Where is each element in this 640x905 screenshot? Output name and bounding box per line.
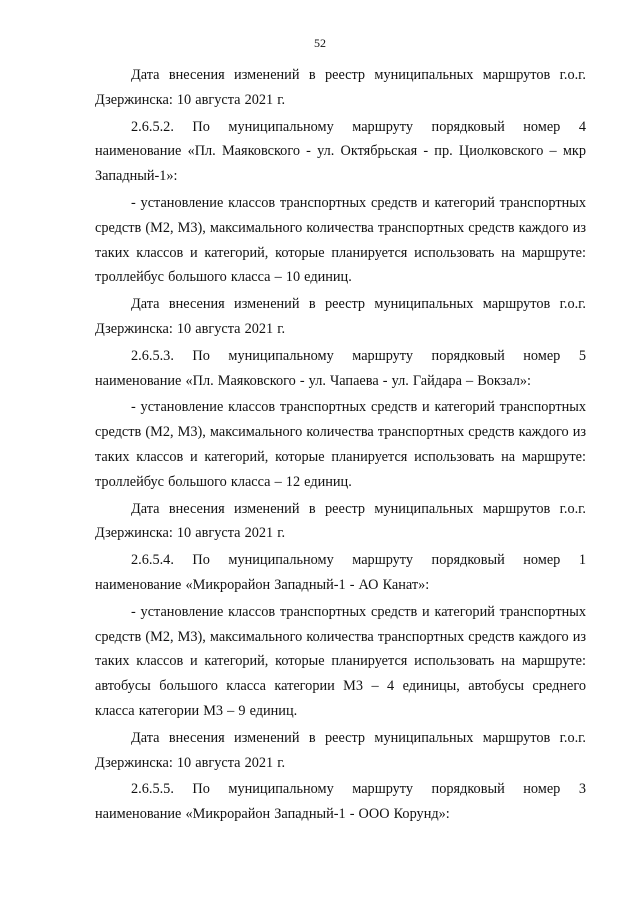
document-body xyxy=(95,63,586,829)
paragraph-registry-date: Дата внесения изменений в реестр муниципальных маршрутов г.о.г. Дзержинска: 10 августа 2021 г. xyxy=(95,296,586,337)
paragraph-route-1-vehicles: - установление классов транспортных средств и категорий транспортных средств (М2, М3), максимального количества транспортных средств каждого из таких классов и категорий, которые планируется использовать на маршруте: автобусы большого класса категории М3 – 4 единицы, автобусы среднего класса категории М3 – 9 единиц. xyxy=(95,603,586,719)
paragraph-route-4-vehicles: - установление классов транспортных средств и категорий транспортных средств (М2, М3), максимального количества транспортных средств каждого из таких классов и категорий, которые планируется использовать на маршруте: троллейбус большого класса – 10 единиц. xyxy=(95,194,586,286)
paragraph-registry-date: Дата внесения изменений в реестр муниципальных маршрутов г.о.г. Дзержинска: 10 августа 2021 г. xyxy=(95,500,586,542)
paragraph-route-5-vehicles: - установление классов транспортных средств и категорий транспортных средств (М2, М3), максимального количества транспортных средств каждого из таких классов и категорий, которые планируется использовать на маршруте: троллейбус большого класса – 12 единиц. xyxy=(95,399,586,490)
paragraph-registry-date: Дата внесения изменений в реестр муниципальных маршрутов г.о.г. Дзержинска: 10 августа 2021 г. xyxy=(95,67,586,108)
paragraph-route-3: 2.6.5.5. По муниципальному маршруту порядковый номер 3 наименование «Микрорайон Западный-1 - ООО Корунд»: xyxy=(95,781,586,823)
paragraph-route-4: 2.6.5.2. По муниципальному маршруту порядковый номер 4 наименование «Пл. Маяковского - ул. Октябрьская - пр. Циолковского – мкр Западный-1»: xyxy=(95,118,586,185)
paragraph-route-1: 2.6.5.4. По муниципальному маршруту порядковый номер 1 наименование «Микрорайон Западный-1 - АО Канат»: xyxy=(95,552,586,593)
page-number: 52 xyxy=(314,36,326,50)
paragraph-registry-date: Дата внесения изменений в реестр муниципальных маршрутов г.о.г. Дзержинска: 10 августа 2021 г. xyxy=(95,729,586,771)
paragraph-route-5: 2.6.5.3. По муниципальному маршруту порядковый номер 5 наименование «Пл. Маяковского - ул. Чапаева - ул. Гайдара – Вокзал»: xyxy=(95,347,586,389)
